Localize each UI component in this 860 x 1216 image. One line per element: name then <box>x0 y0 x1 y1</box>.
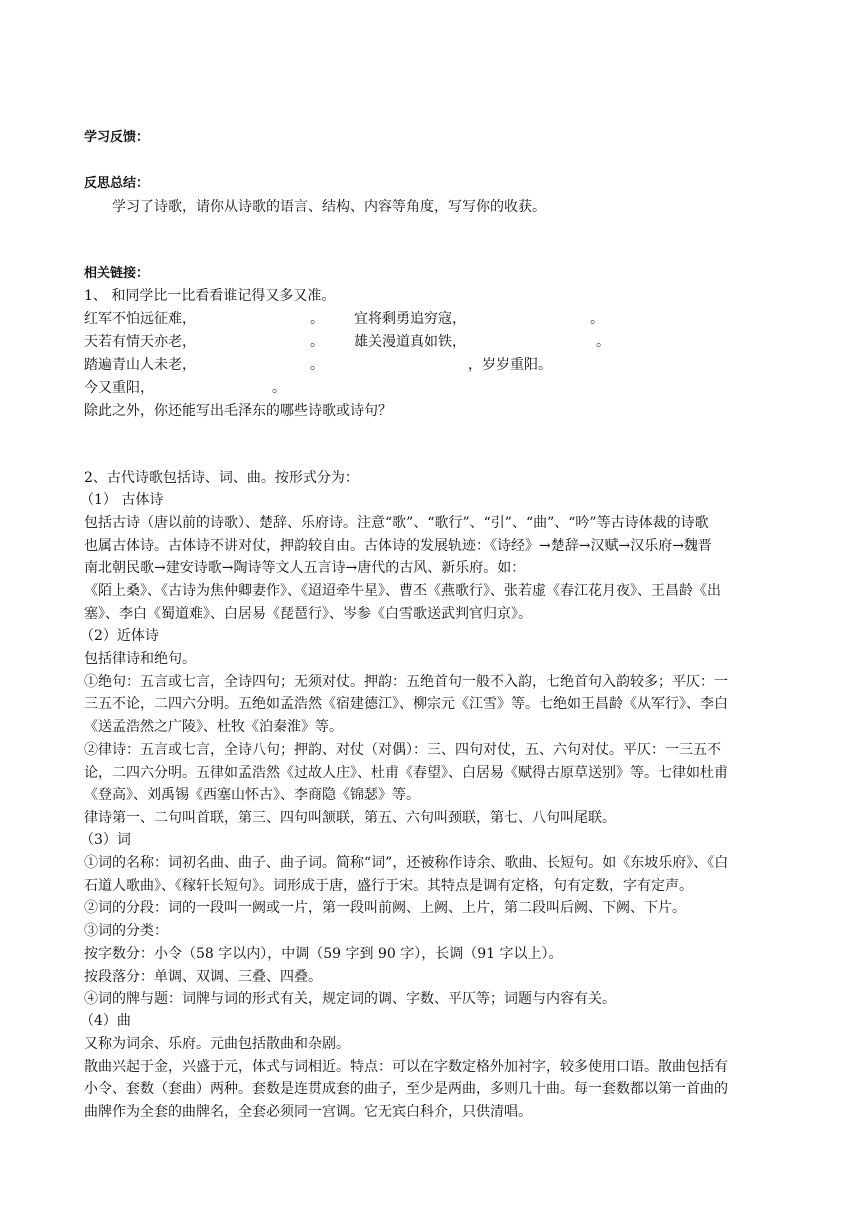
reflection-text: 学习了诗歌，请你从诗歌的语言、结构、内容等角度，写写你的收获。 <box>112 199 546 215</box>
text-line: ②词的分段：词的一段叫一阙或一片，第一段叫前阙、上阙、上片，第二段叫后阙、下阙、下片。 <box>84 900 686 917</box>
poem-line: 红军不怕远征难， <box>84 311 196 327</box>
poem-line: 今又重阳， <box>84 380 154 396</box>
poem-blank-end: 。 <box>596 334 610 350</box>
text-line: 《登高》、刘禹锡《西塞山怀古》、李商隐《锦瑟》等。 <box>84 787 420 804</box>
text-line: ④词的牌与题：词牌与词的形式有关，规定词的调、字数、平仄等；词题与内容有关。 <box>84 991 616 1008</box>
text-line: 又称为词余、乐府。元曲包括散曲和杂剧。 <box>84 1036 350 1052</box>
link-item1-question: 除此之外，你还能写出毛泽东的哪些诗歌或诗句？ <box>84 403 392 419</box>
text-line: 包括古诗（唐以前的诗歌）、楚辞、乐府诗。注意“歌”、“歌行”、“引”、“曲”、“吟”等古诗体裁的诗歌 <box>84 515 709 531</box>
text-line: 《送孟浩然之广陵》、杜牧《泊秦淮》等。 <box>84 719 343 736</box>
poem-blank-end: 。 <box>310 334 324 350</box>
poem-line: 宜将剩勇追穷寇， <box>354 311 466 327</box>
poem-line: 踏遍青山人未老， <box>84 357 196 373</box>
poem-row-2 <box>84 332 784 352</box>
poem-row-4 <box>84 378 784 398</box>
ancient-poetry-text <box>84 512 780 626</box>
text-line: ①绝句：五言或七言，全诗四句；无须对仗。押韵：五绝首句一般不入韵，七绝首句入韵较多；平仄：一 <box>84 673 728 690</box>
qu-heading: （4）曲 <box>80 1013 131 1029</box>
ci-text <box>84 852 780 1011</box>
poem-line: 雄关漫道真如铁， <box>354 334 466 350</box>
text-line: 散曲兴起于金，兴盛于元，体式与词相近。特点：可以在字数定格外加衬字，较多使用口语。散曲包括有 <box>84 1058 728 1075</box>
text-line: 也属古体诗。古体诗不讲对仗，押韵较自由。古体诗的发展轨迹：《诗经》→楚辞→汉赋→汉乐府→魏晋 <box>84 537 712 554</box>
modern-poetry-text <box>84 648 780 830</box>
text-line: ①词的名称：词初名曲、曲子、曲子词。简称“词”，还被称作诗余、歌曲、长短句。如《东坡乐府》、《白 <box>84 855 729 871</box>
text-line: 《陌上桑》、《古诗为焦仲卿妻作》、《迢迢牵牛星》、曹丕《燕歌行》、张若虚《春江花月夜》、王昌龄《出 <box>84 583 721 600</box>
text-line: 包括律诗和绝句。 <box>84 651 196 667</box>
qu-text <box>84 1033 780 1124</box>
text-line: 曲牌作为全套的曲牌名，全套必须同一宫调。它无宾白科介，只供清唱。 <box>84 1104 532 1121</box>
poem-blank-end: 。 <box>310 357 324 373</box>
text-line: 石道人歌曲》、《稼轩长短句》。词形成于唐，盛行于宋。其特点是调有定格，句有定数，字有定声。 <box>84 877 693 894</box>
text-line: 论，二四六分明。五律如孟浩然《过故人庄》、杜甫《春望》、白居易《赋得古原草送别》等。七律如杜甫 <box>84 764 728 781</box>
ancient-poetry-heading: （1） 古体诗 <box>80 492 164 508</box>
poem-row-1 <box>84 309 784 329</box>
links-heading: 相关链接： <box>84 266 150 281</box>
text-line: ②律诗：五言或七言，全诗八句；押韵、对仗（对偶）：三、四句对仗，五、六句对仗。平仄：一三五不 <box>84 741 721 758</box>
text-line: 小令、套数（套曲）两种。套数是连贯成套的曲子，至少是两曲，多则几十曲。每一套数都以第一首曲的 <box>84 1081 728 1098</box>
text-line: 塞》、李白《蜀道难》、白居易《琵琶行》、岑参《白雪歌送武判官归京》。 <box>84 605 532 622</box>
poem-blank-end: 。 <box>272 380 286 396</box>
text-line: 按段落分：单调、双调、三叠、四叠。 <box>84 968 322 985</box>
poem-line: ，岁岁重阳。 <box>468 357 552 373</box>
modern-poetry-heading: （2）近体诗 <box>80 628 159 644</box>
text-line: 三五不论，二四六分明。五绝如孟浩然《宿建德江》、柳宗元《江雪》等。七绝如王昌龄《从军行》、李白 <box>84 696 728 713</box>
text-line: ③词的分类： <box>84 923 168 940</box>
link-item2-title: 2、古代诗歌包括诗、词、曲。按形式分为： <box>84 470 359 486</box>
text-line: 南北朝民歌→建安诗歌→陶诗等文人五言诗→唐代的古风、新乐府。如： <box>84 560 526 577</box>
poem-line: 天若有情天亦老， <box>84 334 196 350</box>
feedback-heading: 学习反馈： <box>84 130 150 145</box>
link-item1-title: 1、 和同学比一比看看谁记得又多又准。 <box>84 288 336 304</box>
text-line: 律诗第一、二句叫首联，第三、四句叫颔联，第五、六句叫颈联，第七、八句叫尾联。 <box>84 809 616 826</box>
ci-heading: （3）词 <box>80 832 131 848</box>
reflection-heading: 反思总结： <box>84 176 150 191</box>
poem-blank-end: 。 <box>310 311 324 327</box>
poem-blank-end: 。 <box>590 311 604 327</box>
text-line: 按字数分：小令（58 字以内），中调（59 字到 90 字），长调（91 字以上）。 <box>84 945 563 962</box>
poem-row-3 <box>84 355 784 375</box>
